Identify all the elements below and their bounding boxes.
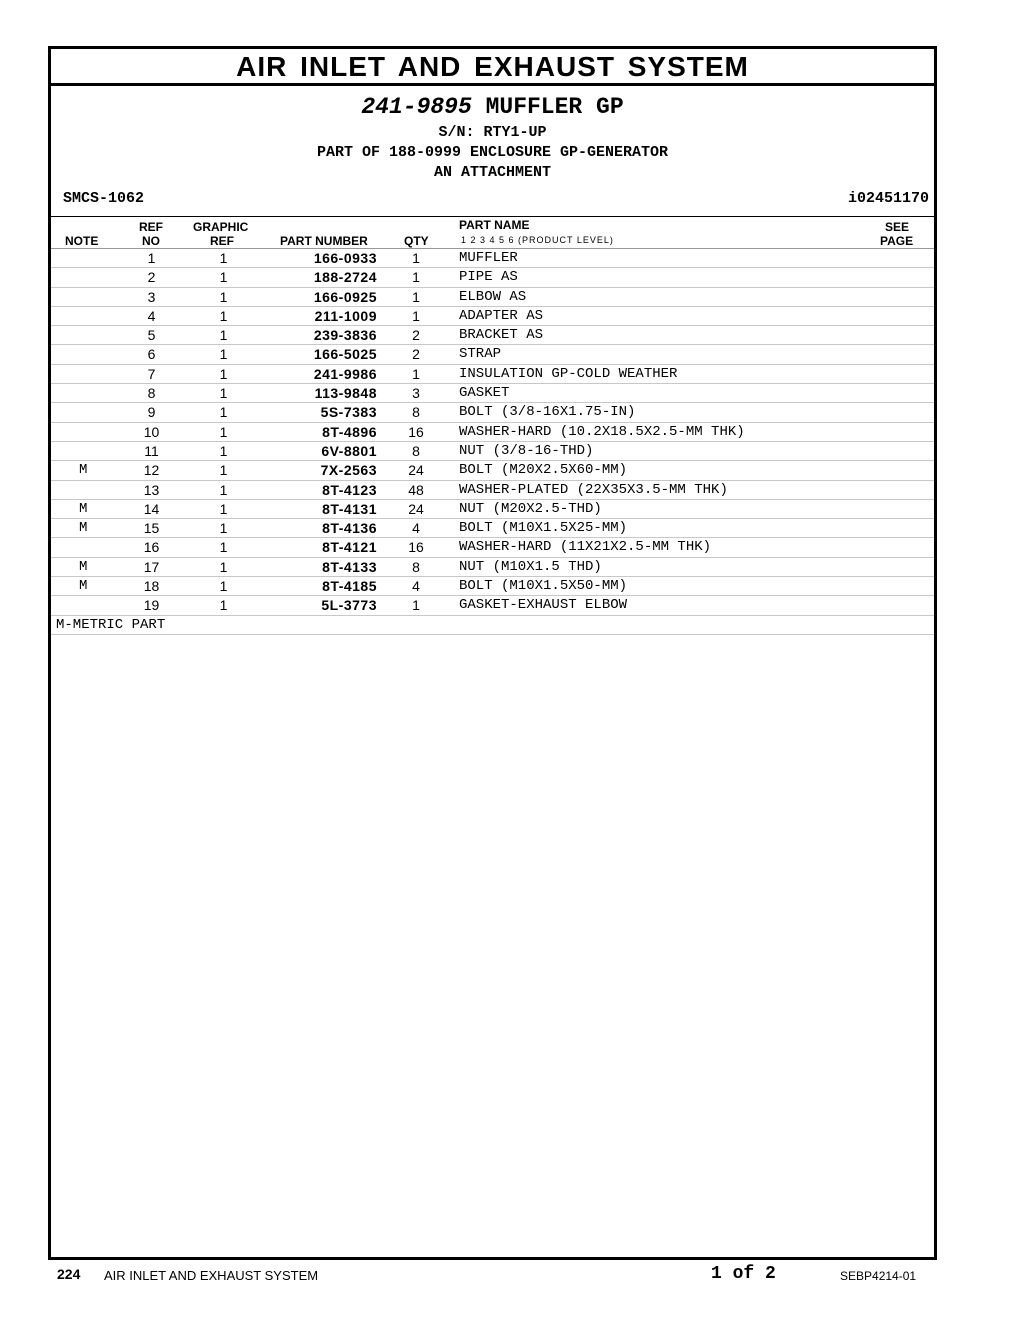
row-ref-no: 6 — [147, 346, 156, 363]
row-part-name: WASHER-PLATED (22X35X3.5-MM THK) — [459, 481, 728, 498]
row-ref-no: 3 — [147, 288, 156, 305]
row-part-name: BOLT (M10X1.5X25-MM) — [459, 520, 628, 537]
table-row — [51, 384, 934, 403]
group-header — [51, 86, 934, 216]
row-qty: 1 — [412, 597, 420, 614]
row-part-number[interactable]: 113-9848 — [314, 385, 377, 402]
row-qty: 1 — [412, 365, 420, 382]
section-title: AIR INLET AND EXHAUST SYSTEM — [51, 49, 934, 86]
row-qty: 1 — [412, 288, 420, 305]
row-note: M — [79, 520, 88, 537]
group-part-number[interactable]: 241-9895 — [361, 94, 472, 120]
row-qty: 16 — [408, 539, 424, 556]
table-row — [51, 423, 934, 442]
row-part-name: BOLT (3/8-16X1.75-IN) — [459, 404, 636, 421]
row-qty: 4 — [412, 578, 420, 595]
row-graphic-ref: 1 — [219, 481, 228, 498]
row-qty: 2 — [412, 327, 420, 344]
row-qty: 8 — [412, 404, 420, 421]
row-graphic-ref: 1 — [219, 307, 228, 324]
row-note: M — [79, 558, 88, 575]
row-ref-no: 14 — [143, 500, 160, 517]
row-part-number[interactable]: 241-9986 — [313, 365, 377, 382]
row-ref-no: 7 — [147, 365, 156, 382]
table-row — [51, 442, 934, 461]
attachment-text: AN ATTACHMENT — [433, 164, 552, 181]
row-qty: 24 — [408, 462, 424, 479]
row-graphic-ref: 1 — [219, 250, 228, 266]
table-row — [51, 538, 934, 557]
header-note: NOTE — [65, 234, 99, 248]
header-part-name: PART NAME — [459, 218, 530, 232]
row-qty: 2 — [412, 346, 420, 363]
row-ref-no: 9 — [147, 404, 156, 421]
row-part-name: GASKET-EXHAUST ELBOW — [459, 597, 628, 614]
header-graphic-line1: GRAPHIC — [193, 220, 249, 234]
row-part-name: NUT (M20X2.5-THD) — [459, 500, 602, 517]
table-row — [51, 288, 934, 307]
row-part-number[interactable]: 8T-4133 — [322, 558, 377, 575]
table-row — [51, 558, 934, 577]
row-part-number[interactable]: 211-1009 — [314, 307, 377, 324]
header-see-line1: SEE — [885, 220, 910, 234]
row-graphic-ref: 1 — [219, 539, 228, 556]
row-part-number[interactable]: 239-3836 — [313, 327, 377, 344]
row-part-name: NUT (3/8-16-THD) — [459, 442, 594, 459]
table-row — [51, 577, 934, 596]
row-note: M — [79, 578, 88, 595]
row-part-number[interactable]: 8T-4896 — [322, 423, 377, 440]
row-graphic-ref: 1 — [219, 520, 228, 537]
serial-number: S/N: RTY1-UP — [438, 124, 547, 141]
row-graphic-ref: 1 — [219, 462, 228, 479]
row-part-number[interactable]: 166-0933 — [313, 250, 377, 266]
header-ref-line2: NO — [142, 234, 160, 248]
row-part-number[interactable]: 166-5025 — [313, 346, 377, 363]
footer-section: AIR INLET AND EXHAUST SYSTEM — [104, 1268, 319, 1283]
row-graphic-ref: 1 — [219, 327, 228, 344]
row-part-number[interactable]: 8T-4136 — [322, 520, 377, 537]
row-graphic-ref: 1 — [219, 288, 228, 305]
row-graphic-ref: 1 — [219, 365, 228, 382]
row-note: M — [79, 500, 88, 517]
row-graphic-ref: 1 — [219, 578, 228, 595]
row-graphic-ref: 1 — [219, 404, 228, 421]
row-graphic-ref: 1 — [219, 385, 228, 402]
parts-table-header — [51, 216, 934, 249]
row-part-name: NUT (M10X1.5 THD) — [459, 558, 602, 575]
footer-doc-id: SEBP4214-01 — [840, 1269, 917, 1283]
table-row — [51, 481, 934, 500]
row-ref-no: 12 — [143, 462, 160, 479]
row-part-name: STRAP — [459, 346, 502, 363]
row-ref-no: 8 — [147, 385, 156, 402]
table-row — [51, 519, 934, 538]
row-qty: 1 — [412, 269, 420, 286]
row-qty: 1 — [412, 307, 420, 324]
row-part-number[interactable]: 5S-7383 — [320, 404, 377, 421]
row-ref-no: 13 — [143, 481, 160, 498]
metric-footnote: M-METRIC PART — [51, 616, 934, 635]
table-row — [51, 403, 934, 422]
row-part-number[interactable]: 166-0925 — [313, 288, 377, 305]
row-part-number[interactable]: 8T-4131 — [322, 500, 377, 517]
table-row — [51, 249, 934, 268]
row-part-name: WASHER-HARD (11X21X2.5-MM THK) — [459, 539, 712, 556]
row-ref-no: 19 — [143, 597, 160, 614]
row-ref-no: 17 — [143, 558, 160, 575]
row-part-name: INSULATION GP-COLD WEATHER — [459, 365, 678, 382]
row-qty: 8 — [412, 442, 420, 459]
row-ref-no: 11 — [144, 442, 159, 459]
table-row — [51, 596, 934, 615]
row-graphic-ref: 1 — [219, 500, 228, 517]
row-part-number[interactable]: 188-2724 — [313, 269, 377, 286]
row-graphic-ref: 1 — [219, 442, 228, 459]
parts-table-body — [51, 249, 934, 616]
footer-page-of: 1 of 2 — [711, 1264, 776, 1284]
row-ref-no: 1 — [147, 250, 156, 266]
table-row — [51, 500, 934, 519]
group-name: MUFFLER GP — [485, 94, 624, 120]
row-qty: 16 — [408, 423, 424, 440]
row-qty: 8 — [412, 558, 420, 575]
table-row — [51, 461, 934, 480]
table-row — [51, 345, 934, 364]
header-qty: QTY — [404, 234, 429, 248]
row-ref-no: 2 — [147, 269, 156, 286]
row-part-number[interactable]: 6V-8801 — [321, 442, 377, 459]
header-part-number: PART NUMBER — [280, 234, 368, 248]
row-qty: 48 — [408, 481, 424, 498]
row-ref-no: 18 — [143, 578, 160, 595]
row-part-name: BOLT (M10X1.5X50-MM) — [459, 578, 628, 595]
row-qty: 4 — [412, 520, 420, 537]
row-qty: 1 — [412, 250, 420, 266]
row-ref-no: 4 — [147, 307, 156, 324]
row-ref-no: 10 — [143, 423, 160, 440]
row-part-name: MUFFLER — [459, 250, 518, 266]
illustration-id: i02451170 — [847, 190, 929, 207]
smcs-code: SMCS-1062 — [63, 190, 145, 207]
row-ref-no: 15 — [143, 520, 160, 537]
row-note: M — [79, 462, 88, 479]
part-of-text: PART OF 188-0999 ENCLOSURE GP-GENERATOR — [316, 144, 669, 161]
row-part-number[interactable]: 8T-4123 — [322, 481, 377, 498]
row-part-number[interactable]: 7X-2563 — [320, 462, 377, 479]
row-graphic-ref: 1 — [219, 346, 228, 363]
row-part-name: BOLT (M20X2.5X60-MM) — [459, 462, 628, 479]
row-ref-no: 5 — [147, 327, 156, 344]
header-graphic-line2: REF — [210, 234, 234, 248]
row-qty: 3 — [412, 385, 420, 402]
row-part-name: GASKET — [459, 385, 510, 402]
table-row — [51, 268, 934, 287]
header-ref-line1: REF — [139, 220, 163, 234]
row-part-name: BRACKET AS — [459, 327, 544, 344]
row-part-number[interactable]: 8T-4121 — [322, 539, 377, 556]
table-row — [51, 307, 934, 326]
group-title — [51, 94, 934, 120]
row-qty: 24 — [408, 500, 424, 517]
table-row — [51, 365, 934, 384]
header-see-line2: PAGE — [880, 234, 914, 248]
row-part-number[interactable]: 5L-3773 — [321, 597, 377, 614]
row-graphic-ref: 1 — [219, 597, 228, 614]
row-part-name: ELBOW AS — [459, 288, 527, 305]
row-graphic-ref: 1 — [219, 558, 228, 575]
row-part-name: PIPE AS — [459, 269, 518, 286]
row-part-number[interactable]: 8T-4185 — [322, 578, 377, 595]
row-ref-no: 16 — [143, 539, 160, 556]
row-part-name: ADAPTER AS — [459, 307, 544, 324]
row-graphic-ref: 1 — [219, 423, 228, 440]
table-row — [51, 326, 934, 345]
row-part-name: WASHER-HARD (10.2X18.5X2.5-MM THK) — [459, 423, 745, 440]
footer-page-number: 224 — [57, 1266, 81, 1282]
header-product-levels: 1 2 3 4 5 6 (PRODUCT LEVEL) — [461, 235, 614, 245]
row-graphic-ref: 1 — [219, 269, 228, 286]
parts-page-frame — [48, 46, 937, 1260]
